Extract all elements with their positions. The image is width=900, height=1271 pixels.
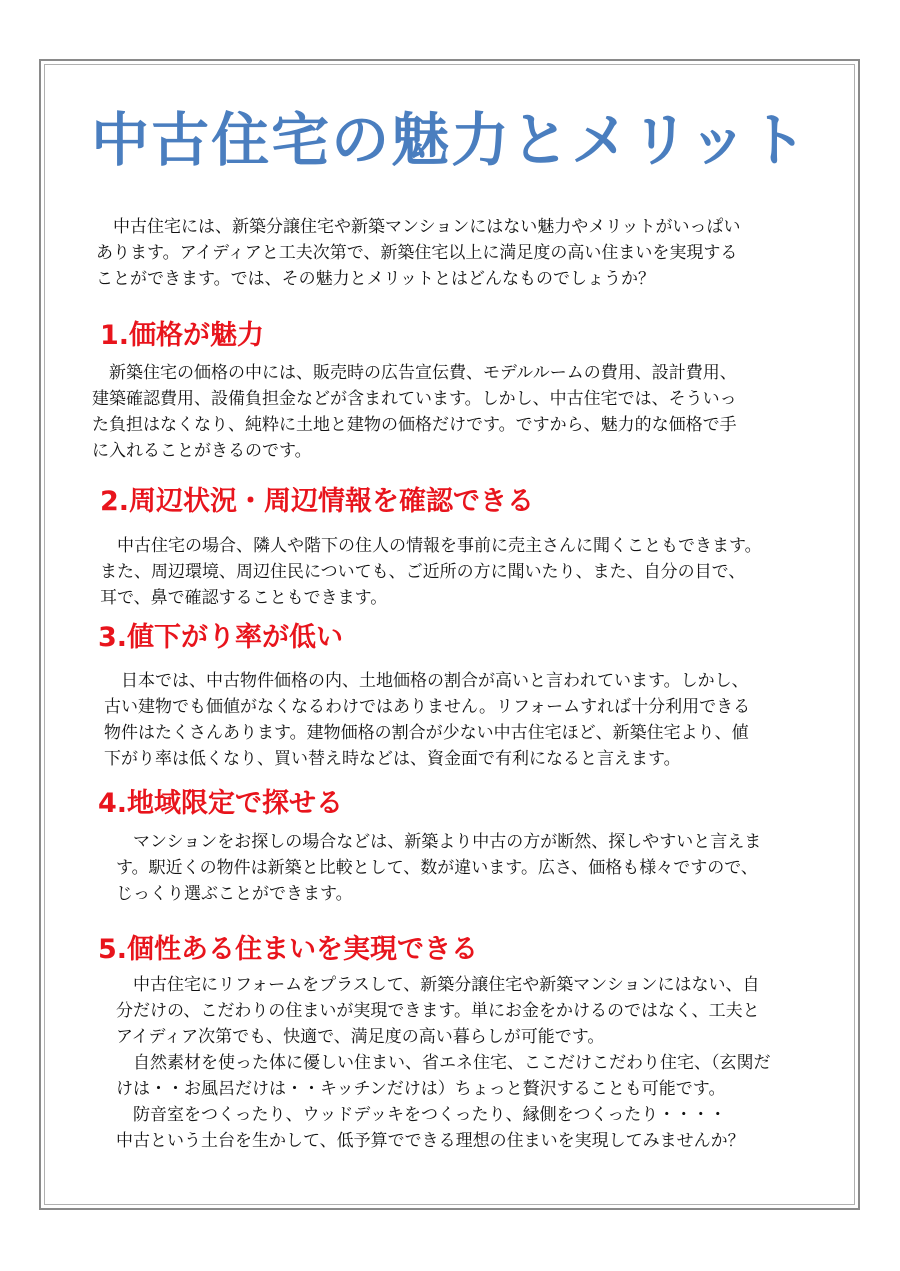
section-number: 2. [100,486,130,517]
section-title: 価格が魅力 [129,320,265,351]
intro-line: あります。アイディアと工夫次第で、新築住宅以上に満足度の高い住まいを実現する [96,243,738,263]
body-line: に入れることがきるのです。 [92,441,312,461]
section-title: 周辺状況・周辺情報を確認できる [129,486,535,517]
body-line: 中古住宅にリフォームをプラスして、新築分譲住宅や新築マンションにはない、自 [116,975,760,995]
section-5-body [116,972,771,1154]
intro-paragraph [96,214,741,292]
body-line: 自然素材を使った体に優しい住まい、省エネ住宅、ここだけこだわり住宅、（玄関だ [116,1053,771,1073]
body-line: けは・・お風呂だけは・・キッチンだけは）ちょっと贅沢することも可能です。 [116,1079,726,1099]
section-1-heading [100,318,264,354]
section-4-body [116,829,761,907]
section-number: 3. [98,622,128,653]
section-2-heading [100,484,534,520]
body-line: じっくり選ぶことができます。 [116,884,353,904]
intro-line: 中古住宅には、新築分譲住宅や新築マンションにはない魅力やメリットがいっぱい [96,217,741,237]
body-line: 物件はたくさんあります。建物価格の割合が少ない中古住宅ほど、新築住宅より、値 [104,723,749,743]
section-number: 4. [98,788,128,819]
body-line: 建築確認費用、設備負担金などが含まれています。しかし、中古住宅では、そういっ [92,389,737,409]
page-title: 中古住宅の魅力とメリット [91,106,809,174]
body-line: 中古住宅の場合、隣人や階下の住人の情報を事前に売主さんに聞くこともできます。 [100,536,762,556]
body-line: た負担はなくなり、純粋に土地と建物の価格だけです。ですから、魅力的な価格で手 [92,415,737,435]
section-title: 地域限定で探せる [127,788,344,819]
section-3-heading [98,620,343,656]
body-line: 防音室をつくったり、ウッドデッキをつくったり、縁側をつくったり・・・・ [116,1105,727,1125]
section-5-heading [98,932,478,968]
body-line: す。駅近くの物件は新築と比較として、数が違います。広さ、価格も様々ですので、 [116,858,758,878]
body-line: 古い建物でも価値がなくなるわけではありません。リフォームすれば十分利用できる [104,697,751,717]
body-line: 分だけの、こだわりの住まいが実現できます。単にお金をかけるのではなく、工夫と [116,1001,760,1021]
body-line: 耳で、鼻で確認することもできます。 [100,588,388,608]
body-line: 下がり率は低くなり、買い替え時などは、資金面で有利になると言えます。 [104,749,681,769]
section-3-body [104,668,750,772]
section-title: 値下がり率が低い [127,622,344,653]
section-title: 個性ある住まいを実現できる [127,934,479,965]
body-line: アイディア次第でも、快適で、満足度の高い暮らしが可能です。 [116,1027,605,1047]
section-1-body [92,360,737,464]
intro-line: ことができます。では、その魅力とメリットとはどんなものでしょうか？ [96,269,655,289]
section-2-body [100,533,762,611]
section-number: 5. [98,934,128,965]
body-line: 中古という土台を生かして、低予算でできる理想の住まいを実現してみませんか？ [116,1131,745,1151]
section-number: 1. [100,320,130,351]
body-line: 日本では、中古物件価格の内、土地価格の割合が高いと言われています。しかし、 [104,671,749,691]
body-line: 新築住宅の価格の中には、販売時の広告宣伝費、モデルルームの費用、設計費用、 [92,363,737,383]
body-line: また、周辺環境、周辺住民についても、ご近所の方に聞いたり、また、自分の目で、 [100,562,746,582]
section-4-heading [98,786,343,822]
body-line: マンションをお探しの場合などは、新築より中古の方が断然、探しやすいと言えま [116,832,762,852]
